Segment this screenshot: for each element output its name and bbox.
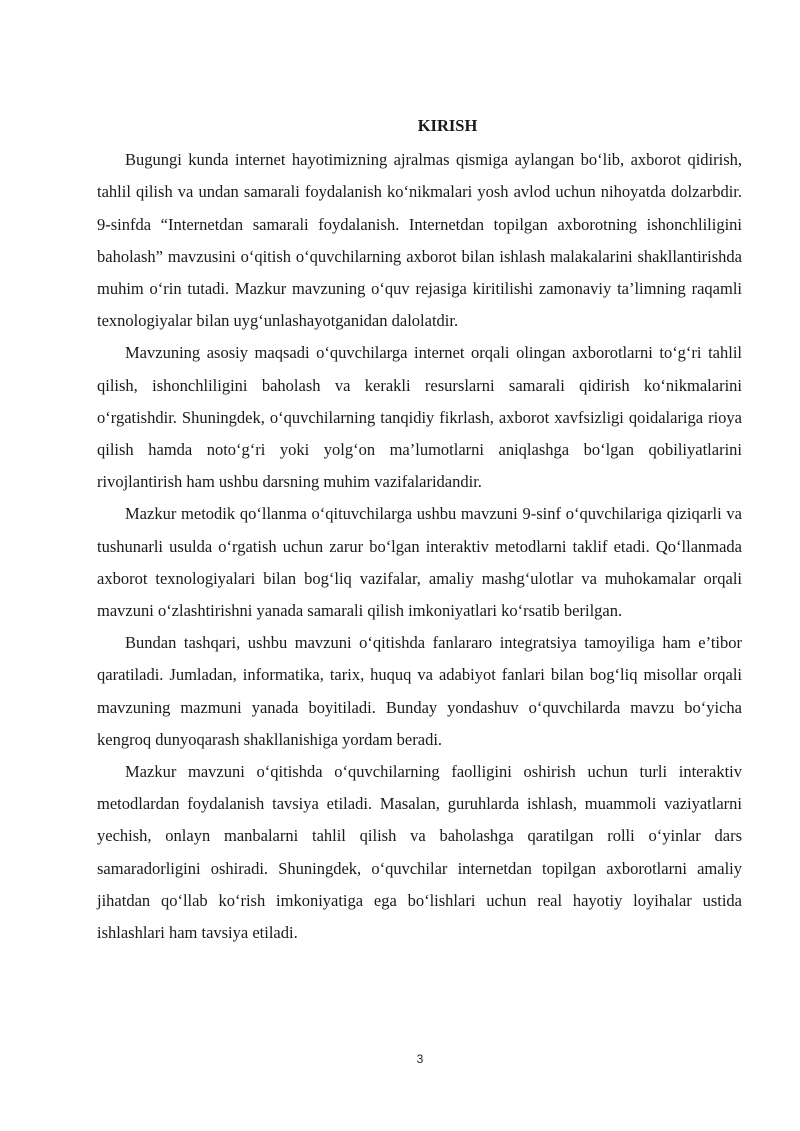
- paragraph-3: Mazkur metodik qo‘llanma o‘qituvchilarga ushbu mavzuni 9-sinf o‘quvchilariga qiziqarli va tushunarli usulda o‘rgatish uchun zarur bo‘lgan interaktiv metodlarni taklif etadi. Qo‘llanmada axborot texnologiyalari bilan bog‘liq vazifalar, amaliy mashg‘ulotlar va muhokamalar orqali mavzuni o‘zlashtirishni yanada samarali qilish imkoniyatlari ko‘rsatib berilgan.: [97, 504, 742, 621]
- paragraph-1: Bugungi kunda internet hayotimizning ajralmas qismiga aylangan bo‘lib, axborot qidirish, tahlil qilish va undan samarali foydalanish ko‘nikmalari yosh avlod uchun nihoyatda dolzarbdir. 9-sinfda “Internetdan samarali foydalanish. Internetdan topilgan axborotning ishonchliligini baholash” mavzusini o‘qitish o‘quvchilarning axborot bilan ishlash malakalarini shakllantirishda muhim o‘rin tutadi. Mazkur mavzuning o‘quv rejasiga kiritilishi zamonaviy ta’limning raqamli texnologiyalar bilan uyg‘unlashayotganidan dalolatdir.: [97, 150, 742, 331]
- paragraph-4: Bundan tashqari, ushbu mavzuni o‘qitishda fanlararo integratsiya tamoyiliga ham e’tibor qaratiladi. Jumladan, informatika, tarix, huquq va adabiyot fanlari bilan bog‘liq misollar orqali mavzuning mazmuni yanada boyitiladi. Bunday yondashuv o‘quvchilarda mavzu bo‘yicha kengroq dunyoqarash shakllanishiga yordam beradi.: [97, 633, 742, 749]
- page-content: [97, 110, 742, 949]
- section-title: KIRISH: [417, 116, 478, 135]
- page-number: 3: [416, 1052, 424, 1066]
- paragraph-5: Mazkur mavzuni o‘qitishda o‘quvchilarning faolligini oshirish uchun turli interaktiv metodlardan foydalanish tavsiya etiladi. Masalan, guruhlarda ishlash, muammoli vaziyatlarni yechish, onlayn manbalarni tahlil qilish va baholashga qaratilgan rolli o‘yinlar dars samaradorligini oshiradi. Shuningdek, o‘quvchilar internetdan topilgan axborotlarni amaliy jihatdan qo‘llab ko‘rish imkoniyatiga ega bo‘lishlari uchun real hayotiy loyihalar ustida ishlashlari ham tavsiya etiladi.: [97, 762, 742, 943]
- paragraph-2: Mavzuning asosiy maqsadi o‘quvchilarga internet orqali olingan axborotlarni to‘g‘ri tahlil qilish, ishonchliligini baholash va kerakli resurslarni samarali qidirish ko‘nikmalarini o‘rgatishdir. Shuningdek, o‘quvchilarning tanqidiy fikrlash, axborot xavfsizligi qoidalariga rioya qilish hamda noto‘g‘ri yoki yolg‘on ma’lumotlarni aniqlashga bo‘lgan qobiliyatlarini rivojlantirish ham ushbu darsning muhim vazifalaridandir.: [97, 343, 742, 492]
